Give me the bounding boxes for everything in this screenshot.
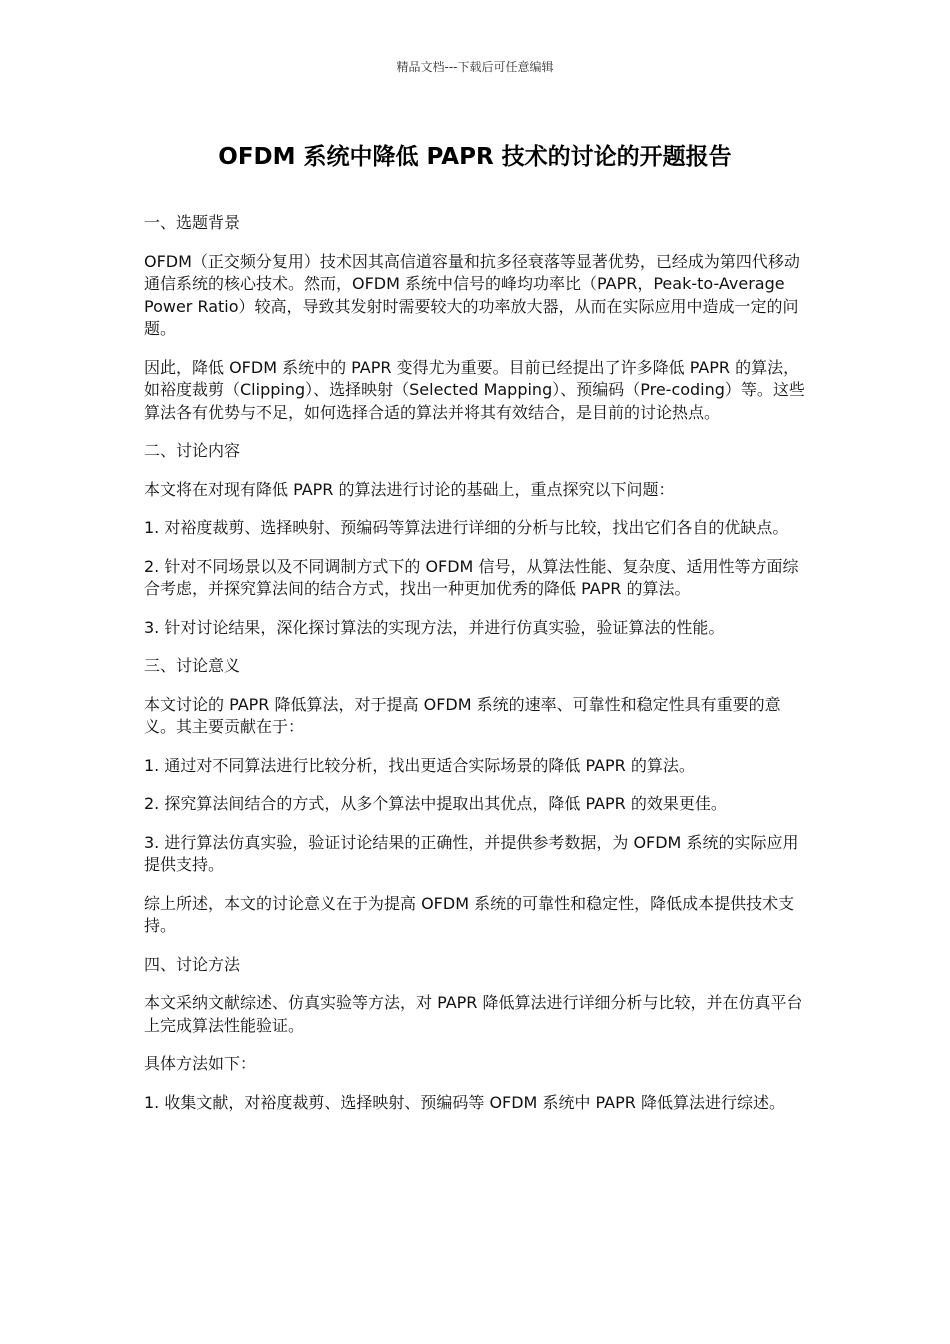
list-item-content-3: 3. 针对讨论结果，深化探讨算法的实现方法，并进行仿真实验，验证算法的性能。 <box>144 617 725 637</box>
section-heading-significance: 三、讨论意义 <box>144 656 241 675</box>
document-title: OFDM 系统中降低 PAPR 技术的讨论的开题报告 <box>218 144 732 170</box>
paragraph-content-intro: 本文将在对现有降低 PAPR 的算法进行讨论的基础上，重点探究以下问题： <box>144 479 675 499</box>
section-heading-method: 四、讨论方法 <box>144 954 241 974</box>
list-item-significance-1: 1. 通过对不同算法进行比较分析，找出更适合实际场景的降低 PAPR 的算法。 <box>144 755 695 775</box>
document-body <box>144 212 812 1130</box>
paragraph-background-2: 因此，降低 OFDM 系统中的 PAPR 变得尤为重要。目前已经提出了许多降低 PAPR 的算法，如裕度裁剪（Clipping）、选择映射（Selected Mapping）、预编码（Pre-coding）等。这些算法各有优势与不足，如何选择合适的算法并将其有效结合，是目前的讨论热点。 <box>144 357 805 422</box>
list-item-significance-3: 3. 进行算法仿真实验，验证讨论结果的正确性，并提供参考数据，为 OFDM 系统的实际应用提供支持。 <box>144 832 799 874</box>
page-header: 精品文档---下载后可任意编辑 <box>396 60 554 74</box>
paragraph-method-intro: 本文采纳文献综述、仿真实验等方法，对 PAPR 降低算法进行详细分析与比较，并在仿真平台上完成算法性能验证。 <box>144 993 803 1035</box>
paragraph-significance-intro: 本文讨论的 PAPR 降低算法，对于提高 OFDM 系统的速率、可靠性和稳定性具有重要的意义。其主要贡献在于： <box>144 694 781 736</box>
paragraph-background-1: OFDM（正交频分复用）技术因其高信道容量和抗多径衰落等显著优势，已经成为第四代移动通信系统的核心技术。然而，OFDM 系统中信号的峰均功率比（PAPR，Peak-to-Average Power Ratio）较高，导致其发射时需要较大的功率放大器，从而在实际应用中造成一定的问题。 <box>144 251 800 338</box>
list-item-method-1: 1. 收集文献，对裕度裁剪、选择映射、预编码等 OFDM 系统中 PAPR 降低算法进行综述。 <box>144 1092 785 1112</box>
paragraph-method-label: 具体方法如下： <box>144 1054 257 1073</box>
section-heading-background: 一、选题背景 <box>144 213 241 232</box>
list-item-content-2: 2. 针对不同场景以及不同调制方式下的 OFDM 信号，从算法性能、复杂度、适用性等方面综合考虑，并探究算法间的结合方式，找出一种更加优秀的降低 PAPR 的算法。 <box>144 556 799 598</box>
list-item-content-1: 1. 对裕度裁剪、选择映射、预编码等算法进行详细的分析与比较，找出它们各自的优缺点。 <box>144 518 789 537</box>
paragraph-significance-summary: 综上所述，本文的讨论意义在于为提高 OFDM 系统的可靠性和稳定性，降低成本提供技术支持。 <box>144 893 795 935</box>
list-item-significance-2: 2. 探究算法间结合的方式，从多个算法中提取出其优点，降低 PAPR 的效果更佳。 <box>144 794 727 813</box>
section-heading-content: 二、讨论内容 <box>144 441 241 460</box>
